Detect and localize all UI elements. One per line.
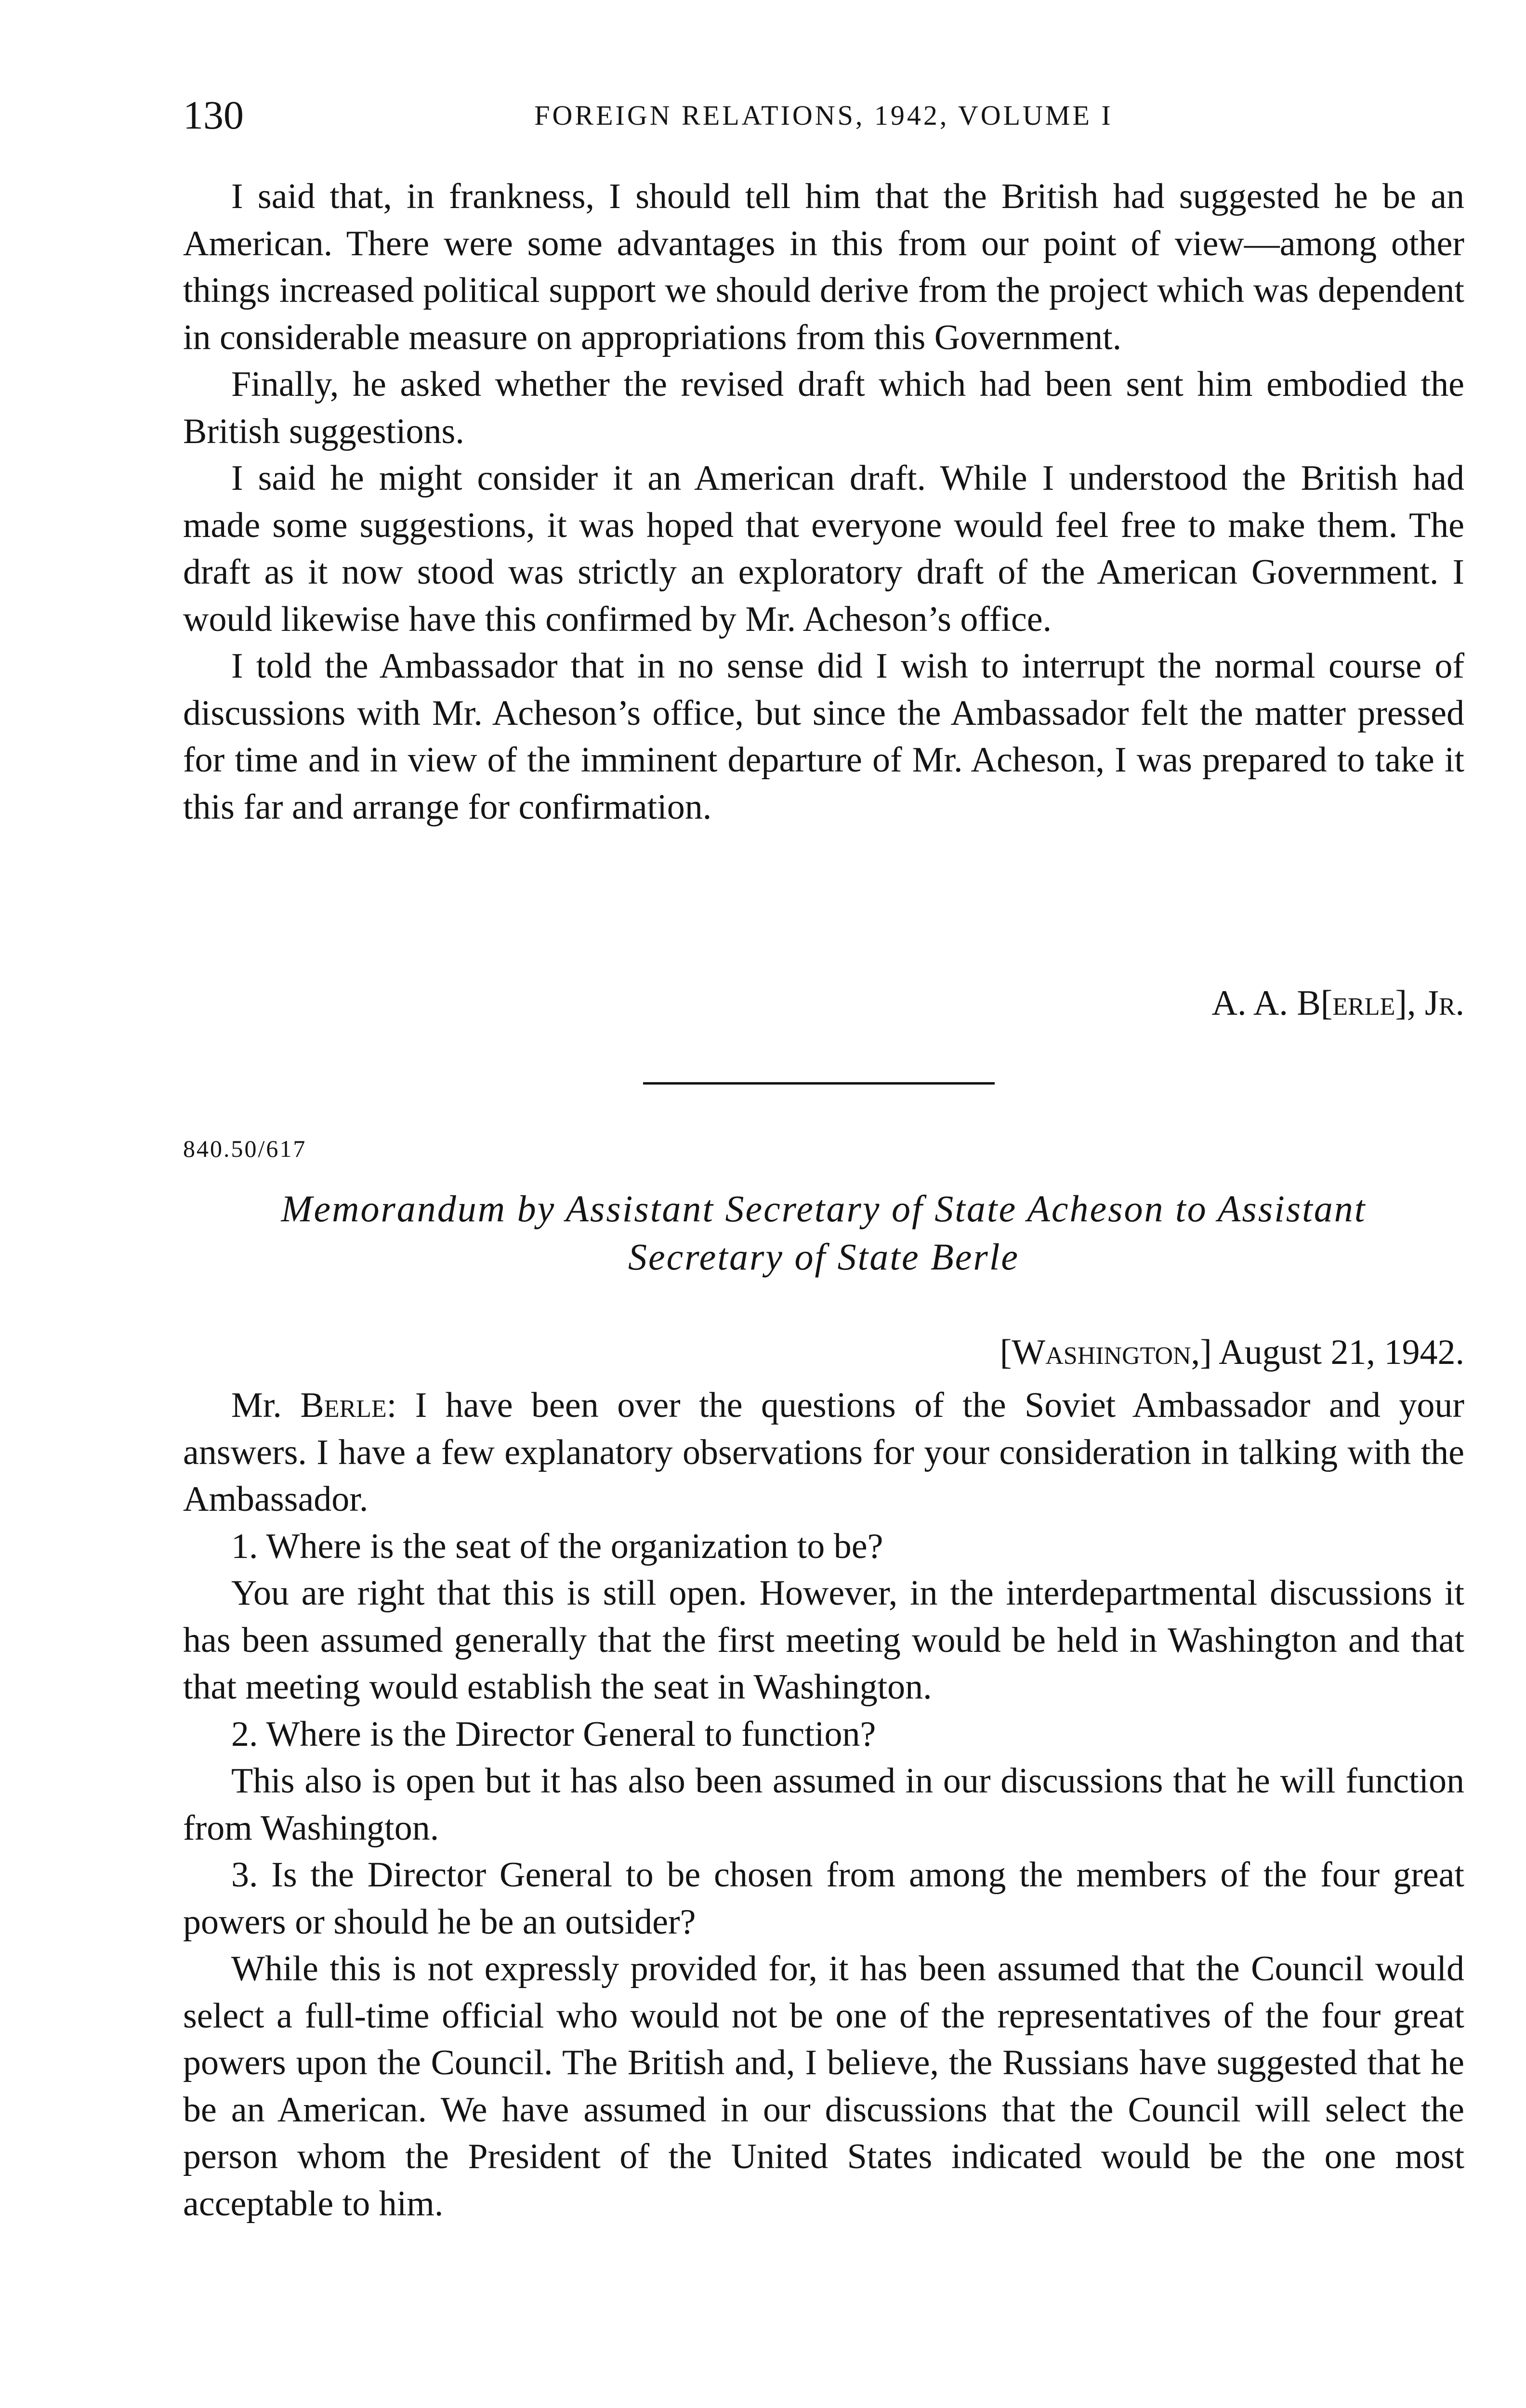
body-paragraph: Finally, he asked whether the revised draft which had been sent him embodied the British suggestions. [183,365,1464,451]
answer-3: While this is not expressly provided for, it has been assumed that the Council would select a full-time official who would not be one of the representatives of the four great powers upon the Council. The British and, I believe, the Russians have suggested that he be an American. We have assumed in our discussions that the Council will select the person whom the President of the United States indicated would be the one most acceptable to him. [183,1949,1464,2224]
title-line-2: Secretary of State Berle [628,1236,1019,1278]
section-divider [643,1082,995,1085]
body-paragraph: I told the Ambassador that in no sense did I wish to interrupt the normal course of discussions with Mr. Acheson’s office, but since the Ambassador felt the matter pressed for time and in view of the imminent departure of Mr. Acheson, I was prepared to take it this far and arrange for confirmation. [183,646,1464,827]
page-header [183,87,1464,144]
question-1: 1. Where is the seat of the organization to be? [231,1526,883,1566]
dateline: [Washington,] August 21, 1942. [1000,1333,1464,1372]
body-paragraph: I said he might consider it an American draft. While I understood the British had made some suggestions, it was hoped that everyone would feel free to make them. The draft as it now stood was strictly an exploratory draft of the American Government. I would likewise have this confirmed by Mr. Acheson’s office. [183,458,1464,639]
memo-body [183,1382,1464,2227]
answer-1: You are right that this is still open. However, in the interdepartmental discussions it has been assumed generally that the first meeting would be held in Washington and that that meeting would establish the seat in Washington. [183,1573,1464,1707]
signature-block [183,980,1464,1028]
section-continued-text [183,173,1464,831]
running-head: FOREIGN RELATIONS, 1942, VOLUME I [534,100,1113,131]
question-2: 2. Where is the Director General to function? [231,1714,876,1754]
memo-opening-paragraph: Mr. Berle: I have been over the questions of the Soviet Ambassador and your answers. I have a few explanatory observations for your consideration in talking with the Ambassador. [183,1386,1464,1519]
signature: A. A. B[erle], Jr. [1211,983,1464,1023]
salutation: Mr. Berle: [231,1386,397,1425]
answer-2: This also is open but it has also been assumed in our discussions that he will function from Washington. [183,1761,1464,1848]
title-line-1: Memorandum by Assistant Secretary of State Acheson to Assistant [281,1188,1367,1230]
question-3: 3. Is the Director General to be chosen from among the members of the four great powers or should he be an outsider? [183,1855,1464,1942]
document-title [183,1185,1464,1281]
body-paragraph: I said that, in frankness, I should tell him that the British had suggested he be an American. There were some advantages in this from our point of view—among other things increased political support we should derive from the project which was dependent in considerable measure on appropriations from this Government. [183,177,1464,357]
date: August 21, 1942. [1219,1333,1464,1372]
file-number: 840.50/617 [183,1135,307,1162]
page-number: 130 [183,93,244,138]
